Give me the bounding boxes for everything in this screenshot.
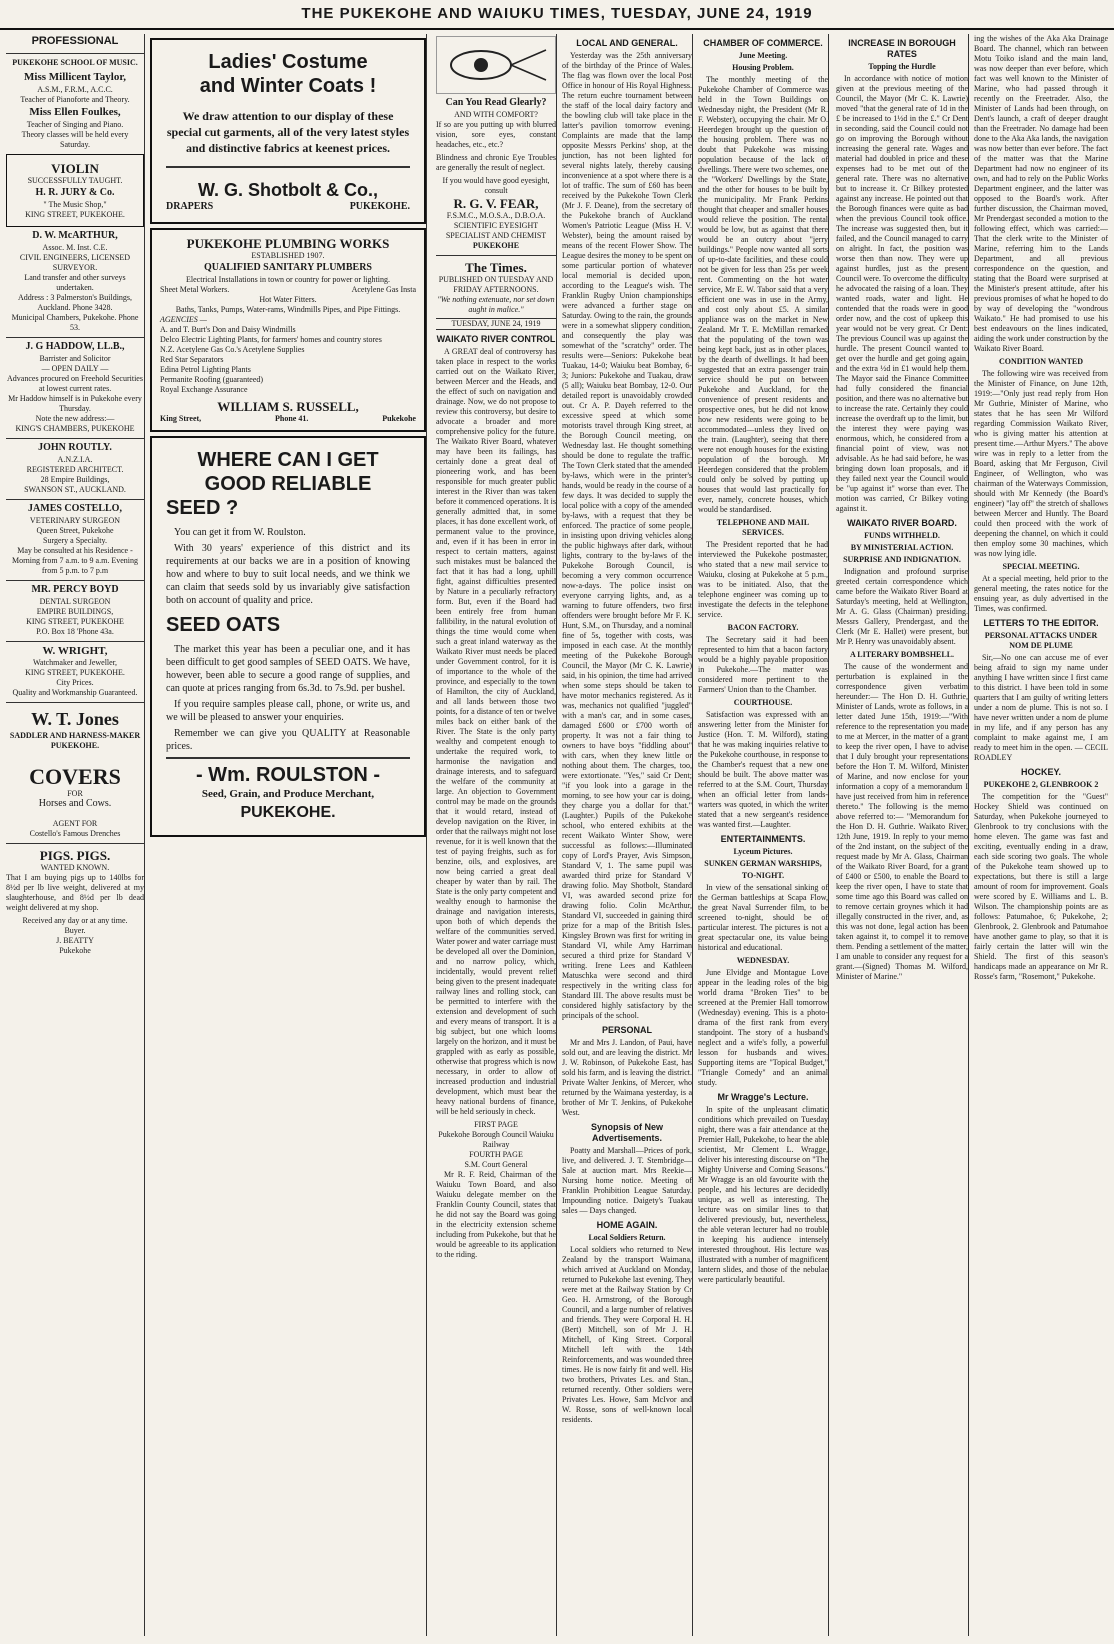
taylor-name: Miss Millicent Taylor, — [24, 71, 126, 83]
column-letters: ing the wishes of the Aka Aka Drainage Board. The channel, which ran between Motu Toiko island and the main land, was now deeper than ever before, which fact was well known to the Minister of Marine, who had passed through it recently on the Freetrader. Also, the Minister of Lands had been through, on Dent's launch, a craft of deeper draught than the Freetrader. No damage had been done to the Aka Aka lands, the navigation was now better than ever before. The fact of the matter was that the Marine Department had now no engineer of its own, and had to rely on the Public Works Department engineer, and the latter was opposed to the Board's work. After further discussion, the Chairman moved, Mr Prendergast seconded a motion to the following effect, which was carried:— That the clerk write to the Minister of Marine, referring him to the Lands Department, and all previous correspondence on the question, and stating that the Board were surprised at the Minister's present attitude, after his previous promises of what he hoped to do by way of developing the "wondrous Waikato." He had promised to use his best endeavours on the lines indicated, aiding the work under construction by the Waikato River Board. CONDITION WANTED The following wire was received from the Minister of Finance, on June 12th, 1919:—"Only just read reply from Hon Mr Guthrie, Minister of Marine, who states that he has seen Mr Wilford regarding Commission Waikato River, who is giving matter his attention at present time.—Arthur Myers." The above wire was in reply to a letter from the Board, asking that Mr Ferguson, Civil Engineer, of Wellington, who was chairman of the Waterways Commission, should with Mr Kennedy (the Board's engineer) "lay off" the stretch of shallows between Mercer and Huntly. The Board could then proceed with the work of deepening the channel, on which it could then employ some 30 machines, which was now lying idle. SPECIAL MEETING. At a special meeting, held prior to the general meeting, the rates notice for the ensuing year, as duly advertised in the Times, was confirmed. LETTERS TO THE EDITOR. PERSONAL ATTACKS UNDER NOM DE PLUME Sir,—No one can accuse me of ever being afraid to sign my name under anything I have written since I first came to this district. I have been told in some quarters that I am guilty of writing letters under a nom de plume. This is not so. I have never written under a nom de plume in my life, and if any person has any complaint to make against me, I am ready to meet him in the open. — CECIL ROADLEY HOCKEY. PUKEKOHE 2, GLENBROOK 2 The competition for the "Guest" Hockey Shield was continued on Saturday, when Pukekohe journeyed to Glenbrook to try conclusions with the home eleven. The game was fast and exciting, eventually ending in a draw, each side scoring two goals. The whole of the Pukekohe team showed up to expectations, but there is still a large amount of room for improvement. Goals were scored by E. Williams and L. B. Wilson. The championship points are as follows: Patumahoe, 6; Pukekohe, 2; Glenbrook, 2. Glenbrook and Patumahoe have another game to play, so that it is fairly certain the latter will win the Shield. The first of this season's handicaps made an appearance on Mr R. Rosse's farm, "Rosemont," Pukekohe. — [974, 34, 1108, 981]
waikato-heading: WAIKATO RIVER CONTROL — [436, 334, 556, 344]
eye-icon — [441, 40, 551, 90]
column-commerce: CHAMBER OF COMMERCE. June Meeting. Housing Problem. The monthly meeting of the Pukekohe Chamber of Commerce was held in the Town Buildings on Wednesday night, the President (Mr R. F. Webster), occupying the chair. Mr O. Heerdegen brought up the question of the housing problem. There was no doubt that Pukekohe was missing population because of the lack of dwellings. There were two schemes, one the "Workers' Dwellings by the State, and the other for houses to be built by the municipality. Mr Frank Perkins thought that cheaper and smaller houses would relieve the position. The rental would be low, but as against that there would be an outcry about "jerry buildings." People now wanted all sorts of up-to-date facilities, and these could not be given for less than 25s per week rent. Commenting on the hot water service, Mr E. W. Tabor said that a very efficient one was in use in the Army, and cost only about £5. A similar appliance was on the market in New Zealand. Mr T. E. McMillan remarked that the populating of the town was being kept back, just as in other places, by the dearth of dwellings. It had been suggested that an extra passenger train service should be put on between Pukekohe and Auckland, for the convenience of present residents and prospective ones, but he did not know how new residents were going to be accommodated—unless they lived on the train. (Laughter), seeing that there were not enough houses for the existing population of the borough. Mr Heerdegen considered that the problem could only be solved by putting up houses that would last practically for ever, namely, concrete houses, which would be standardised. TELEPHONE AND MAIL SERVICES. The President reported that he had interviewed the Pukekohe postmaster, who stated that a new mail service to Waiuku, closing at Pukekohe at 5 p.m., was to be initiated. Also, that the telephone engineer was coming up to investigate the defects in the telephone service. BACON FACTORY. The Secretary said it had been represented to him that a bacon factory would be a highly payable proposition in Pukekohe.—The matter was considered more pertinent to the Farmers' Union than to the Chamber. COURTHOUSE. Satisfaction was expressed with an answering letter from the Minister for Justice (Hon. T. M. Wilford), stating that he was making inquiries relative to the Pukekohe courthouse, in response to the Chamber's request that a new one should be built. The above matter was referred to at the S.M. Court, Thursday when an official letter from lands-warters was quoted, in which the writer stated that a new sergeant's residence was wanted first.—Laughter. ENTERTAINMENTS. Lyceum Pictures. SUNKEN GERMAN WARSHIPS, TO-NIGHT. In view of the sensational sinking of the German battleships at Scapa Flow, the great Naval Surrender film, to be screened to-night, should be of particular interest. The pictures is not a great spectacular one, its value being historical and educational. WEDNESDAY. June Elvidge and Montague Love appear in the leading roles of the big world drama "Broken Ties" to be screened at the Premier Hall tomorrow (Wednesday) evening. This is a photo-drama of the first rank from every standpoint. The story of a husband's neglect and a wife's folly, a powerful lesson for husbands and wives. Supporting items are "Topical Budget," "Triangle Comedy" and an animal study. Mr Wragge's Lecture. In spite of the unpleasant climatic conditions which prevailed on Tuesday night, there was a fair attendance at the Premier Hall, Pukekohe, to hear the able scientist, Mr Clement L. Wragge, deliver his interesting discourse on "The Mighty Universe and Coming Seasons." Mr Wragge is an old favourite with the people, and his lectures are decidedly unique, as well as interesting. The lecture was on similar lines to that delivered previously, but, nevertheless, the able veteran lecturer had no trouble in keeping his audience intensely interested throughout. His lecture was illustrated with a number of magnificent lantern slides, and those of the nebulae were particularly beautiful. — [698, 34, 829, 1636]
home-again-heading: HOME AGAIN. — [596, 1220, 658, 1230]
column-rates: INCREASE IN BOROUGH RATES Topping the Hurdle In accordance with notice of motion given at the previous meeting of the Council, the Mayor (Mr C. K. Lawrie) moved "that the general rate of 1d in the £ be increased to 1½d in the £." Cr Dent in seconding, said the Council could not go on improving the Borough without increasing the general rate. Wages and material had doubled in price and these expenses had to be met out of the general rate. There was no alternative but to increase it. Cr Bilkey protested against any increase. He pointed out that the Borough finances were quite as bad when the previous Council took office. The increase was suggested then, but it failed, and the Council managed to carry on alright. In fact, the position was worse then than now. They were up against hurdles, just as the present Council were. To overcome the difficulty he advocated the raising of a loan. They wanted roads, water and light. He contended that the roads were in good order now, and the cost of upkeep this year would not be very great. Cr Dent: The previous Council was up against the hurdle. The present Council wanted to get over the hurdle and get going again, and the extra ½d in £1 would help them. The Mayor said the Finance Committee had fully considered the financial position, and there was no alternative but to increase the rate. Certainly they could increase the overdraft up to the limit, but the interest they were paying was enormous, which, he considered from a financial point of view, was not advisable. As he had said before, he was bringing down loan proposals, and if they failed next year the Council would be "up against it" worse than ever. The motion was carried, Cr Bilkey voting against it. WAIKATO RIVER BOARD. FUNDS WITHHELD. BY MINISTERIAL ACTION. SURPRISE AND INDIGNATION. Indignation and profound surprise greeted certain correspondence which came before the Waikato River Board at Saturday's meeting, held at Wellington, Mr A. G. Glass (Chairman) presiding. Messrs Gallery, Prendergast, and the Clerk (Mr E. Hallet) were present, but Mr P. Henry was unavoidably absent. A LITERARY BOMBSHELL. The cause of the wonderment and perturbation is explained in the correspondence given verbatim hereunder:— The Hon D. H. Guthrie, Minister of Lands, wrote as follows, in a letter dated June 15th, 1919:—"With reference to the representation you made to me at Mercer, in the matter of a grant to keep the river open, I have to advise that I duly brought your representations before the Hon T. M. Wilford, Minister of Marine, and now enclose for your information a copy of a memorandum I have just received from him in reference thereto." The following is the memo above referred to:— "Memorandum for the Hon D. H. Guthrie. Waikato River, 12th June, 1919. In reply to your memo of the 2nd instant, on the subject of the request made by Mr A. Glass, Chairman of the Waikato River Board, for a grant of £400 or £500, to enable the Board to keep the river open, I have to state that some time ago this Board was called on to remove certain groynes which it had illegally constructed in the river, and, as this was not done, legal action has been taken against it, to compel it to remove them. Pending a settlement of the matter, I am unable to consider any request for a grant.—(Signed) Thomas M. Wilford, Minister of Marine." — [836, 34, 969, 1636]
personal-heading: PERSONAL — [601, 1025, 652, 1035]
boyd-name: MR. PERCY BOYD — [31, 584, 119, 595]
mcarthur-name: D. W. McARTHUR, — [32, 230, 118, 241]
local-heading: LOCAL AND GENERAL. — [576, 38, 678, 48]
rates-heading: INCREASE IN BOROUGH RATES — [848, 38, 956, 59]
eye-illustration — [436, 36, 556, 94]
river-board-heading: WAIKATO RIVER BOARD. — [847, 518, 957, 528]
covers-heading: COVERS — [29, 764, 121, 789]
entertainments-heading: ENTERTAINMENTS. — [720, 834, 806, 844]
hockey-heading: HOCKEY. — [1020, 767, 1061, 777]
section-title: PROFESSIONAL — [31, 35, 119, 47]
routly-name: JOHN ROUTLY. — [38, 442, 112, 453]
column-advertisements — [150, 34, 427, 1636]
foulkes-name: Miss Ellen Foulkes, — [29, 106, 121, 118]
synopsis-heading: Synopsis of New Advertisements. — [590, 1122, 663, 1143]
column-editorial: Can You Read Glearly? AND WITH COMFORT? If so are you putting up with blurred vision, sore eyes, constant headaches, etc., etc.? Blindness and chronic Eye Troubles are generally the result of neglect. If you would have good eyesight, consult R. G. V. FEAR, F.S.M.C., M.O.S.A., D.B.O.A. SCIENTIFIC EYESIGHT SPECIALIST AND CHEMIST PUKEKOHE The Times. PUBLISHED ON TUESDAY AND FRIDAY AFTERNOONS. "We nothing extenuate, nor set down aught in malice." TUESDAY, JUNE 24, 1919 WAIKATO RIVER CONTROL A GREAT deal of controversy has taken place in respect to the works carried out on the Waikato River, between Mercer and the Heads, and the effect of such on navigation and drainage. Now, we do not propose to review this controversy, but desire to advocate a broader and more comprehensive policy for the future. The Waikato River Board, whatever may have been its failings, has certainly done a great deal of pioneering work, and has been responsible for much greater public interest in the River than was taken before it commenced operations. It is generally admitted that, in some places, it has done excellent work, of permanent value to the province, and, even if it has been in error in respect to certain matters, against such mistakes must be balanced the fact that it has had a long, uphill fight, against difficulties presented by Nature in a peculiarly refractory form. But, even if the Board had been entirely free from human fallibility, in the natural evolution of things the time would come when such a great inland waterway as the Waikato River must needs be placed under Government control, for it is of importance to the whole of the province, and especially to the town of Hamilton, the city of Auckland, and all lands between those two points, for a distance of ten or twelve miles back on either bank of the River. The State is the only party wealthy and competent enough to undertake the required work, to harmonise the navigation and drainage interests, and to safeguard the welfare of the community at large. An objection to Government control may be made on the grounds that it would retard, instead of develop navigation on the River, in order that the railways might not lose revenue, for it is well known that the test of paying freights, such as for benzine, oils, and explosives, are now being carried a great deal cheaper by water than by rail. The State is the only party competent and wealthy enough to harmonise the drainage and navigation interests, upon both of which depends the welfare of the communities served. Water power and water carriage must be developed all over the Dominion, and no narrow policy, which, incidentally, would prevent relief being given to the present inadequate railway lines and rolling stock, can be permitted to interfere with the extension and development of such and every means of transport. It is a big subject, but one which looms largely on the horizon, and it must be grappled with as early as possible, otherwise that progress which is now necessary, in order to allow of increased production and industrial development, which must bear the heavy national burdens of finance, will be held seriously in check. FIRST PAGE Pukekohe Borough Council Waiuku Railway FOURTH PAGE S.M. Court General Mr R. F. Reid, Chairman of the Waiuku Town Board, and also Waiuku delegate member on the Franklin County Council, states that he did not say the Board was going in the electricity extension scheme including from Pukekohe, but that he would be agreeable to its application to the riding. — [436, 34, 557, 1636]
letters-heading: LETTERS TO THE EDITOR. — [983, 618, 1099, 628]
roulston-seed-ad: WHERE CAN I GET GOOD RELIABLE SEED ? You can get it from W. Roulston. With 30 years' experience of this district and its requirements at our backs we are in a position of knowing how and where to buy to suit local needs, and we think we can claim that seeds sold by us invariably give satisfaction both on account of quality and price. SEED OATS The market this year has been a peculiar one, and it has been difficult to get good samples of SEED OATS. We have, however, been able to secure a good range of supplies, and can quote at prices ranging from 6s.3d. to 7s.9d. per bushel. If you require samples please call, phone, or write us, and we will be pleased to answer your enquiries. Remember we can give you QUALITY at Reasonable prices. - Wm. ROULSTON - Seed, Grain, and Produce Merchant, PUKEKOHE. — [150, 436, 426, 837]
costello-name: JAMES COSTELLO, — [28, 503, 122, 514]
haddow-name: J. G HADDOW, LL.B., — [25, 341, 125, 352]
wragge-heading: Mr Wragge's Lecture. — [717, 1092, 809, 1102]
times-title: The Times. — [465, 260, 527, 275]
wright-name: W. WRIGHT, — [42, 645, 108, 657]
pigs-heading: PIGS. PIGS. — [39, 848, 111, 863]
violin-ad: VIOLIN SUCCESSFULLY TAUGHT. H. R. JURY & Co. " The Music Shop," KING STREET, PUKEKOHE. — [6, 154, 144, 227]
music-school: PUKEKOHE SCHOOL OF MUSIC. — [12, 58, 138, 67]
fear-name: R. G. V. FEAR, — [453, 196, 539, 211]
ladies-costume-ad: Ladies' Costume and Winter Coats ! We draw attention to our display of these special cut garments, all of the very latest styles and distinctive fabrics at keenest prices. W. G. Shotbolt & Co., DRAPERS PUKEKOHE. — [150, 38, 426, 224]
jones-name: W. T. Jones — [31, 709, 119, 729]
column-local: LOCAL AND GENERAL. Yesterday was the 25th anniversary of the birthday of the Prince of Wales. The flag was flown over the local Post Office in honour of His Royal Highness. The return euchre tournament between the staff of the local dairy factory and the bowling club will take place in the latter's pavilion tomorrow evening. Complaints are made that the lamp opposite Messrs Perkins' shop, at the junction, has not been lighted for several nights lately, thereby causing inconvenience at a spot where there is a lot of traffic. The sum of £60 has been received by the Pukekohe Town Clerk (Mr J. F. Deane), from the secretary of the Pukekohe branch of Auckland Women's Patriotic League (Miss H. V. Webster), being the amount raised by means of the recent Flower Show. The League desires the money to be spent on some particular portion of whatever local memorial is decided upon, according to the League's wish. The Franklin Rugby Union championships were advanced a further stage on Saturday. Owing to the rain, the grounds were in a somewhat slippery condition, and consequently the play was somewhat of the "scratchy" order. The results were—Seniors: Pukekohe beat Tuakau, 14-0; Waiuku beat Bombay, 6-3; Juniors: Pukekohe and Tuakau, draw (5 all); Waiuku beat Bombay, 12-0. Our detailed report is unavoidably crowded out. Cr A. P. Dayeh referred to the excessive speed at which some motorists travel through King street, at the Borough Council meeting, on Wednesday last. He thought something should be done to regulate the traffic. The Town Clerk stated that the amended by-laws, which were in the printer's hands, would be ready in the course of a few days. It was decided to supply the local police with a copy of the amended by-laws, with a request that they be enforced. The practice of some people, in insisting upon driving vehicles along the public highways after dark, without lights, contrary to the by-laws of the Pukekohe Borough Council, is becoming a very common occurrence now-a-days. The police insist on everyone carrying lights, and, as a warning to future offenders, two first offenders were brought before Mr F. K. Hunt, S.M., on Thursday, and a nominal fine of 5s, together with costs, was imposed in each case. At the monthly meeting of the Pukekohe Borough Council, the Mayor (Mr C. K. Lawrie) said, in his opinion, the time had arrived when some steps should be taken to have motor mechanics registered. As it was, mechanics not qualified "juggled" with a man's car, and in some cases, damaged £600 or £700 worth of property. It was not a fair thing to owners to have boys "fiddling about" with cars, when they knew little or nothing about them. The charges, too, were extortionate. "Yes," said Cr Dent; "if you look into a garage in the morning, to see how your car is doing, they charge you a dollar for that." (Laughter.) Pupils of the Pukekohe school, who entered exhibits at the recent Waikato Winter Show, were successful as follows:—Illuminated copy of Lord's Prayer, Avis Simpson, Standard V, 1. The same pupil was awarded third prize for Standard V drawing folio. May Shotbolt, Standard VI, was awarded second prize for drawing folio. Colin McArthur, Standard VI, succeeded in gaining third prize for a map of the British Isles. Kingsley Brown was first for writing in Standard VI, while Amy Harriman secured a third prize for Standard V writing. Irene Lees and Kathleen Matuschka were second and third respectively in the writing class for Standard III. The above results must be considered highly satisfactory by the principals of the school. PERSONAL Mr and Mrs J. Landon, of Paui, have sold out, and are leaving the district. Mr J. W. Robinson, of Pukekohe East, has sold his farm, and is leaving the district. Private Walter Jenkins, of Mercer, who returned by the Waimana yesterday, is a brother of Mr T. Jenkins, of Pukekohe West. Synopsis of New Advertisements. Poatty and Marshall—Prices of pork, live, and delivered. J. T. Stembridge—Sale at auction mart. Mrs Reekie—Nursing home notice. Meeting of Franklin Prohibition League Saturday. Impounding notice. Daigety's Tuakau sales — Days changed. HOME AGAIN. Local Soldiers Return. Local soldiers who returned to New Zealand by the transport Waimana, which arrived at Auckland on Monday, returned to Pukekohe last evening. They were met at the Railway Station by Cr Geo. H. Armstrong, of the Borough Council, and a large number of relatives and friends. They were Corporal H. H. (Bert) Mitchell, son of Mr J. H. Mitchell, of King Street. Corporal Mitchell left with the 14th Reinforcements, and was wounded three times. He is now fairly fit and well. His two brothers, Privates Les. and Stan., returned recently. Other soldiers were Privates Les. Howe, Sam McIvor and W. Rosse, sons of well-known local residents. — [562, 34, 693, 1636]
masthead: THE PUKEKOHE AND WAIUKU TIMES, TUESDAY, JUNE 24, 1919 — [0, 0, 1114, 30]
plumbing-ad: PUKEKOHE PLUMBING WORKS ESTABLISHED 1907. QUALIFIED SANITARY PLUMBERS Electrical Installations in town or country for power or lighting. Sheet Metal Workers. Acetylene Gas Insta Hot Water Fitters. Baths, Tanks, Pumps, Water-rams, Windmills Pipes, and Pipe Fittings. AGENCIES — A. and T. Burt's Don and Daisy Windmills Delco Electric Lighting Plants, for farmers' homes and country stores N.Z. Acetylene Gas Co.'s Acetylene Supplies Red Star Separators Edina Petrol Lighting Plants Permanite Roofing (guaranteed) Royal Exchange Assurance WILLIAM S. RUSSELL, King Street, Phone 41. Pukekohe — [150, 228, 426, 432]
column-professional: PROFESSIONAL PUKEKOHE SCHOOL OF MUSIC. Miss Millicent Taylor, A.S.M., F.R.M., A.C.C. Teacher of Pianoforte and Theory. Miss Ellen Foulkes, Teacher of Singing and Piano. Theory classes will be held every Saturday. VIOLIN SUCCESSFULLY TAUGHT. H. R. JURY & Co. " The Music Shop," KING STREET, PUKEKOHE. D. W. McARTHUR, Assoc. M. Inst. C.E. CIVIL ENGINEERS, LICENSED SURVEYOR. Land transfer and other surveys undertaken. Address : 3 Palmerston's Buildings, Auckland. Phone 3428. Municipal Chambers, Pukekohe. Phone 53. J. G HADDOW, LL.B., Barrister and Solicitor — OPEN DAILY — Advances procured on Freehold Securities at lowest current rates. Mr Haddow himself is in Pukekohe every Thursday. Note the new address:— KING'S CHAMBERS, PUKEKOHE JOHN ROUTLY. A.N.Z.I.A. REGISTERED ARCHITECT. 28 Empire Buildings, SWANSON ST., AUCKLAND. JAMES COSTELLO, VETERINARY SURGEON Queen Street, Pukekohe Surgery a Specialty. May be consulted at his Residence - Morning from 7 a.m. to 9 a.m. Evening from 5 p.m. to 7 p.m MR. PERCY BOYD DENTAL SURGEON EMPIRE BUILDINGS, KING STREET, PUKEKOHE P.O. Box 18 'Phone 43a. W. WRIGHT, Watchmaker and Jeweller, KING STREET, PUKEKOHE. City Prices. Quality and Workmanship Guaranteed. W. T. Jones SADDLER AND HARNESS-MAKER PUKEKOHE. COVERS FOR Horses and Cows. AGENT FOR Costello's Famous Drenches PIGS. PIGS. WANTED KNOWN. That I am buying pigs up to 140lbs for 8½d per lb live weight, delivered at my slaughterhouse, and 8½d per lb dead weight delivered at my shop. Received any day or at any time. Buyer. J. BEATTY Pukekohe — [6, 34, 145, 1636]
commerce-heading: CHAMBER OF COMMERCE. — [703, 38, 823, 48]
